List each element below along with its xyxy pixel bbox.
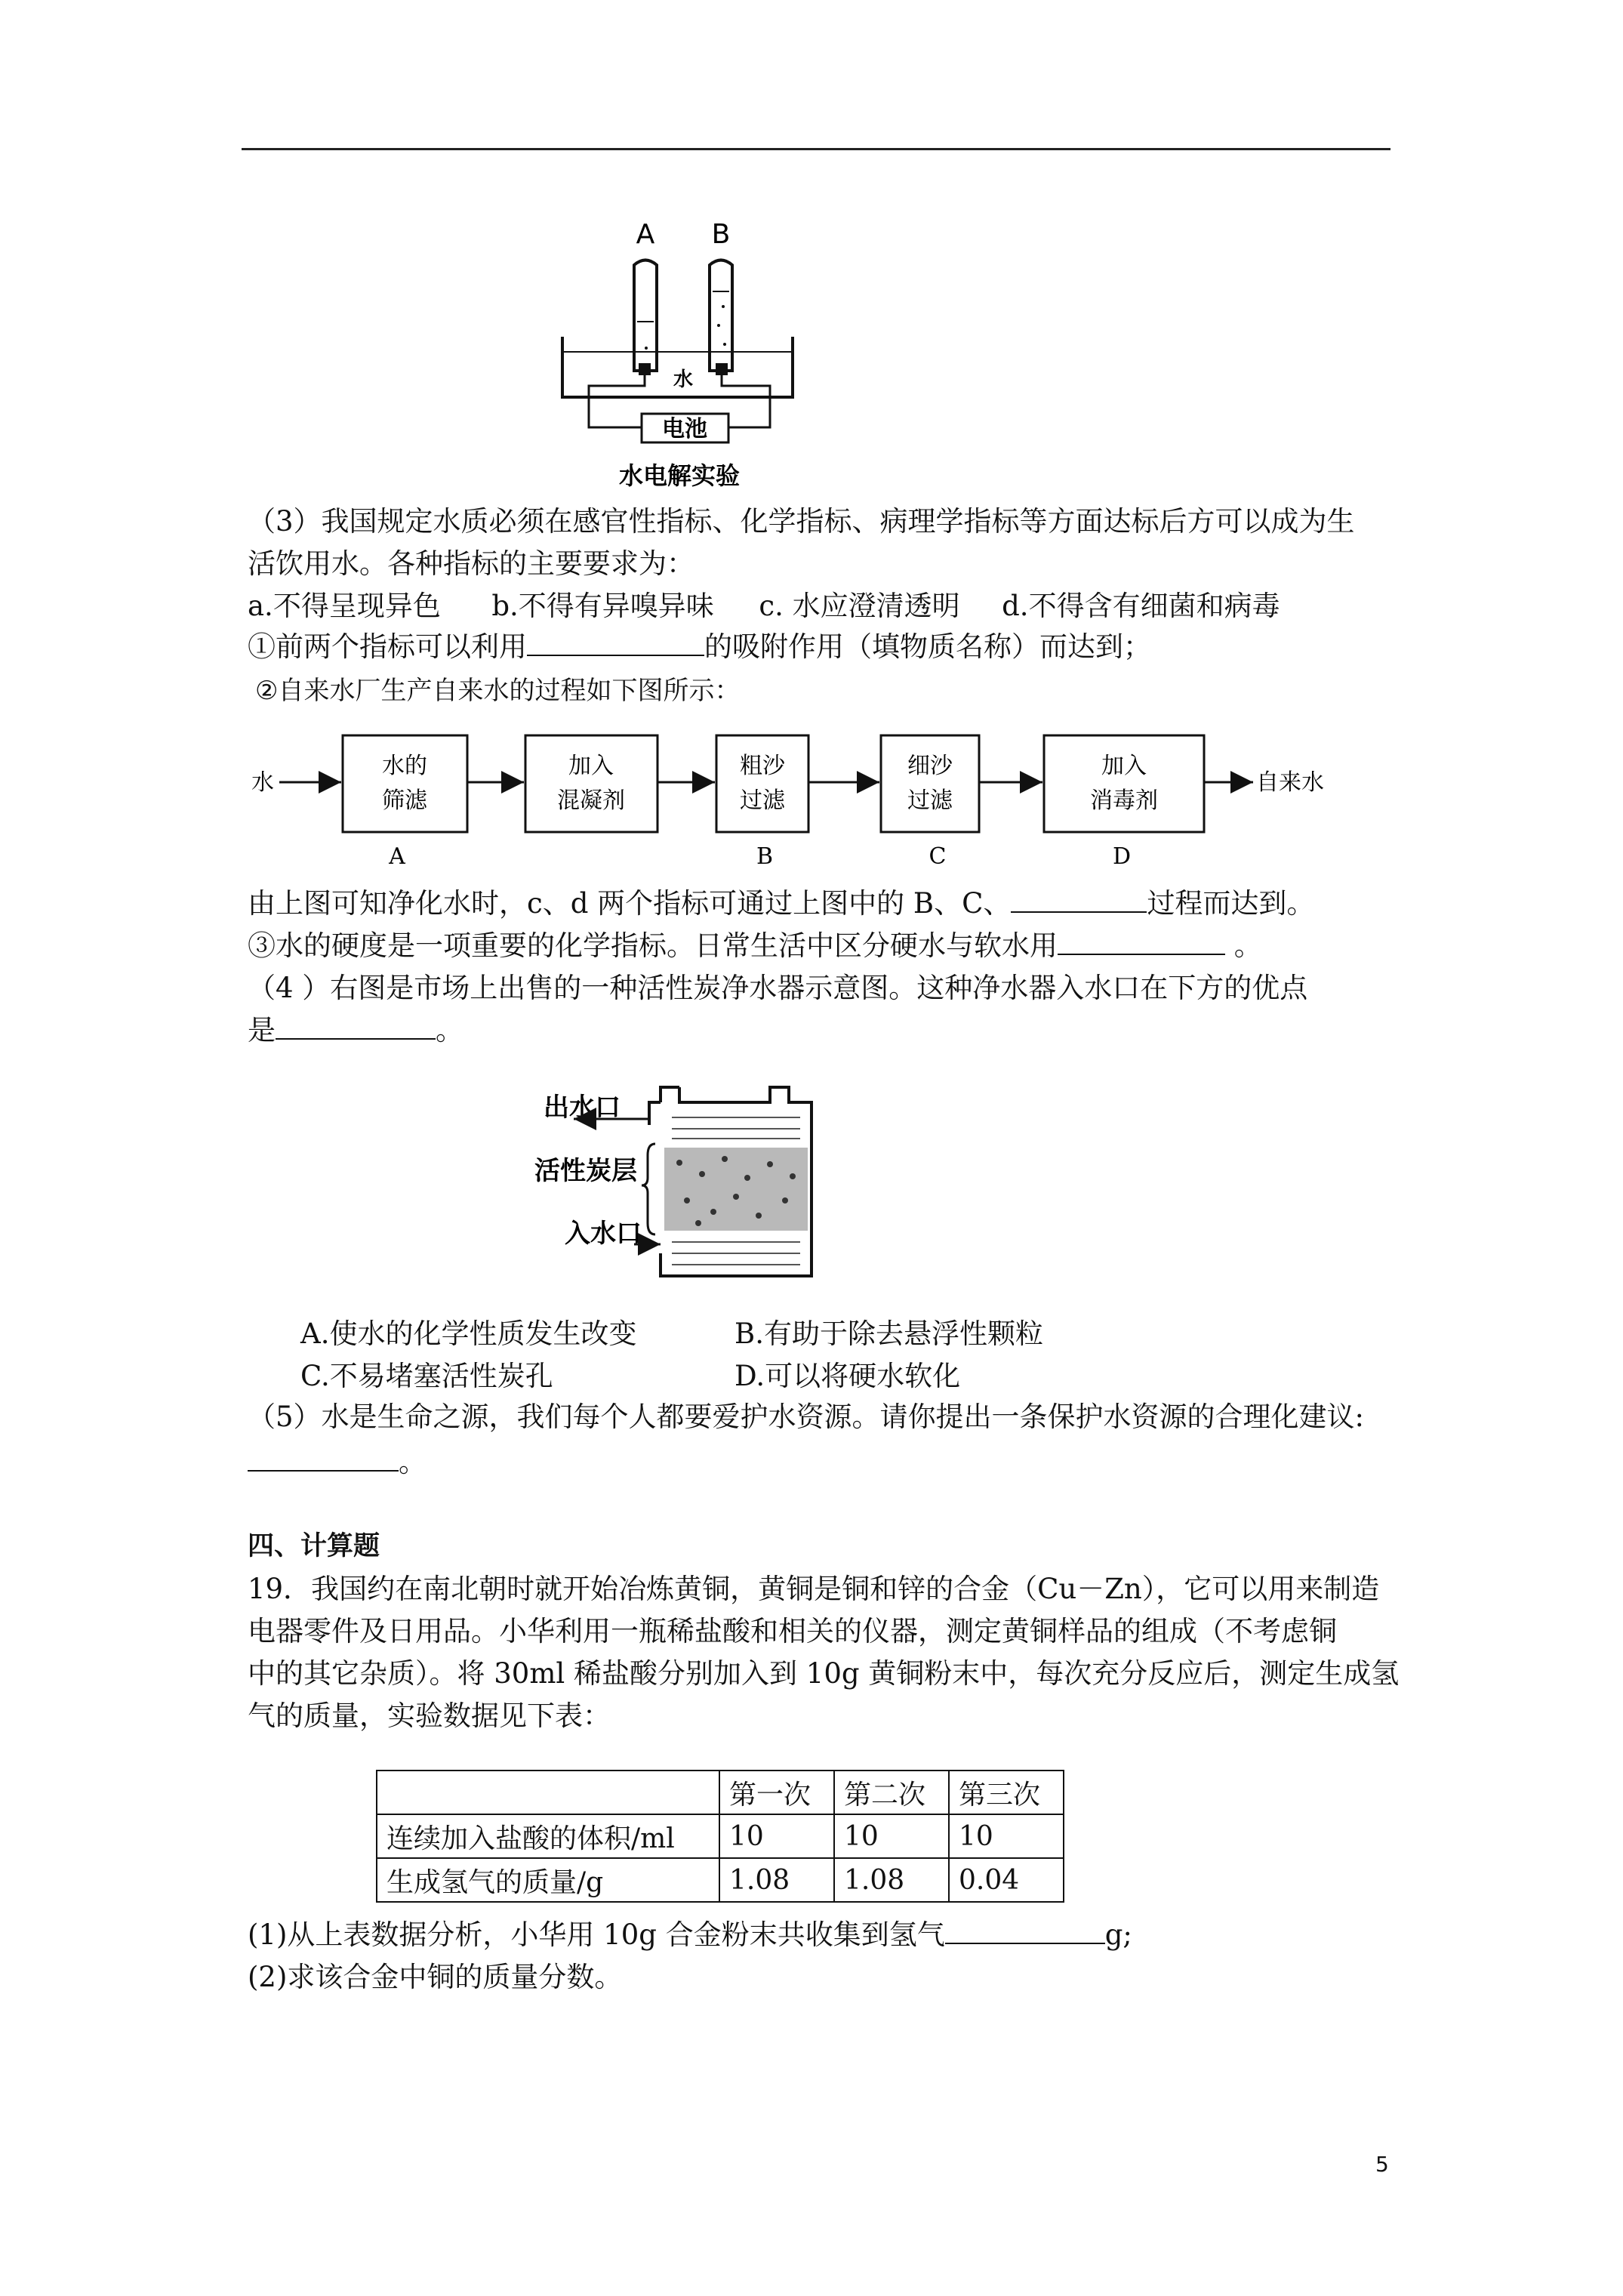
flow-box-a-line2: 筛滤 bbox=[382, 787, 427, 814]
page-number: 5 bbox=[1375, 2152, 1389, 2177]
electrolysis-figure bbox=[544, 216, 815, 495]
q3-sub3 bbox=[248, 927, 1262, 965]
flow-box-b bbox=[716, 735, 808, 832]
tube-b-label: B bbox=[711, 219, 731, 250]
electrolysis-caption: 水电解实验 bbox=[618, 461, 741, 490]
q19-sub1 bbox=[248, 1916, 1132, 1954]
flow-box-c-line2: 过滤 bbox=[907, 787, 953, 814]
q19-sub2: (2)求该合金中铜的质量分数。 bbox=[248, 1961, 623, 1993]
table-header-row bbox=[377, 1771, 1064, 1814]
flow-box-c-letter: C bbox=[929, 843, 947, 870]
inlet-label: 入水口 bbox=[565, 1219, 642, 1249]
flow-input-label: 水 bbox=[251, 769, 274, 796]
q3-sub3-post: 。 bbox=[1225, 929, 1262, 962]
q4-option-c[interactable]: C.不易堵塞活性炭孔 bbox=[300, 1360, 553, 1392]
carbon-filter-figure bbox=[528, 1080, 830, 1284]
table-row bbox=[377, 1814, 1064, 1858]
req-b: b.不得有异嗅异味 bbox=[491, 590, 714, 622]
q5-line1: （5）水是生命之源，我们每个人都要爱护水资源。请你提出一条保护水资源的合理化建议: bbox=[248, 1401, 1365, 1433]
section4-heading: 四、计算题 bbox=[248, 1531, 380, 1561]
q5-line2-post: 。 bbox=[399, 1446, 427, 1478]
q19-sub1-pre: (1)从上表数据分析，小华用 10g 合金粉末共收集到氢气 bbox=[248, 1918, 945, 1951]
flow-box-coagulant bbox=[525, 735, 658, 832]
header-rule bbox=[242, 148, 1390, 150]
req-a: a.不得呈现异色 bbox=[248, 590, 441, 622]
water-label: 水 bbox=[673, 368, 694, 391]
table-cell: 1.08 bbox=[834, 1858, 949, 1902]
answer-blank-advantage[interactable] bbox=[276, 1012, 436, 1040]
experiment-data-table bbox=[376, 1770, 1064, 1903]
flow-box-a bbox=[343, 735, 467, 832]
q3-flow-conclusion-post: 过程而达到。 bbox=[1147, 887, 1315, 920]
q3-line2: 活饮用水。各种指标的主要要求为： bbox=[248, 547, 694, 580]
q3-flow-conclusion bbox=[248, 885, 1314, 923]
table-cell: 连续加入盐酸的体积/ml bbox=[377, 1814, 719, 1858]
q19-line1: 19．我国约在南北朝时就开始冶炼黄铜，黄铜是铜和锌的合金（Cu－Zn），它可以用来制造 bbox=[248, 1573, 1380, 1605]
flow-box-d-letter: D bbox=[1112, 843, 1132, 870]
q4-line2-pre: 是 bbox=[248, 1014, 276, 1046]
table-cell: 10 bbox=[719, 1814, 834, 1858]
table-cell: 0.04 bbox=[949, 1858, 1064, 1902]
q3-sub1-post: 的吸附作用（填物质名称）而达到； bbox=[704, 630, 1151, 663]
q4-option-d[interactable]: D.可以将硬水软化 bbox=[735, 1360, 961, 1392]
q19-line3: 中的其它杂质）。将 30ml 稀盐酸分别加入到 10g 黄铜粉末中，每次充分反应后，测定生成氢 bbox=[248, 1657, 1400, 1690]
q3-requirements bbox=[248, 587, 1280, 625]
flow-box-a-line1: 水的 bbox=[382, 753, 427, 779]
q4-options-row2 bbox=[300, 1358, 960, 1395]
tube-a-label: A bbox=[636, 219, 655, 250]
q3-sub2: ②自来水厂生产自来水的过程如下图所示： bbox=[255, 676, 741, 706]
flow-box-b-letter: B bbox=[756, 843, 774, 870]
flow-box-coagulant-line2: 混凝剂 bbox=[557, 787, 625, 814]
q3-line1: （3）我国规定水质必须在感官性指标、化学指标、病理学指标等方面达标后方可以成为生 bbox=[248, 505, 1355, 538]
battery-label: 电池 bbox=[662, 416, 707, 442]
q4-options-row1 bbox=[300, 1315, 1043, 1353]
q3-flow-conclusion-pre: 由上图可知净化水时，c、d 两个指标可通过上图中的 B、C、 bbox=[248, 887, 1012, 920]
req-d: d.不得含有细菌和病毒 bbox=[1002, 590, 1280, 622]
table-header-cell: 第一次 bbox=[719, 1771, 834, 1814]
q3-sub1 bbox=[248, 628, 1151, 666]
answer-blank-adsorbent[interactable] bbox=[527, 629, 704, 656]
q4-line2-post: 。 bbox=[436, 1014, 463, 1046]
flow-box-c bbox=[881, 735, 979, 832]
table-header-cell: 第三次 bbox=[949, 1771, 1064, 1814]
q4-option-b[interactable]: B.有助于除去悬浮性颗粒 bbox=[735, 1318, 1043, 1350]
answer-blank-hydrogen-mass[interactable] bbox=[945, 1917, 1105, 1944]
carbon-layer-label: 活性炭层 bbox=[534, 1156, 637, 1186]
answer-blank-suggestion[interactable] bbox=[248, 1444, 399, 1472]
answer-blank-process[interactable] bbox=[1011, 886, 1147, 913]
outlet-label: 出水口 bbox=[544, 1093, 621, 1123]
flow-box-d bbox=[1044, 735, 1204, 832]
q3-sub1-pre: ①前两个指标可以利用 bbox=[248, 630, 527, 663]
flow-box-coagulant-line1: 加入 bbox=[568, 753, 614, 779]
table-header-cell bbox=[377, 1771, 719, 1814]
q19-line4: 气的质量，实验数据见下表： bbox=[248, 1700, 611, 1732]
flow-box-a-letter: A bbox=[389, 843, 405, 870]
water-treatment-flow-diagram bbox=[249, 719, 1381, 877]
answer-blank-hard-soft-water[interactable] bbox=[1058, 928, 1225, 955]
q4-option-a[interactable]: A.使水的化学性质发生改变 bbox=[300, 1318, 637, 1350]
req-c: c. 水应澄清透明 bbox=[759, 590, 960, 622]
q19-line2: 电器零件及日用品。小华利用一瓶稀盐酸和相关的仪器，测定黄铜样品的组成（不考虑铜 bbox=[248, 1615, 1337, 1647]
q19-sub1-post: g; bbox=[1104, 1918, 1132, 1951]
q5-line2 bbox=[248, 1444, 427, 1481]
q4-line1: （4 ）右图是市场上出售的一种活性炭净水器示意图。这种净水器入水口在下方的优点 bbox=[248, 972, 1308, 1004]
flow-box-d-line2: 消毒剂 bbox=[1090, 787, 1158, 814]
flow-box-b-line2: 过滤 bbox=[740, 787, 785, 814]
table-row bbox=[377, 1858, 1064, 1902]
flow-box-b-line1: 粗沙 bbox=[740, 753, 785, 779]
flow-box-c-line1: 细沙 bbox=[907, 753, 953, 779]
flow-box-d-line1: 加入 bbox=[1101, 753, 1147, 779]
table-cell: 10 bbox=[834, 1814, 949, 1858]
table-cell: 1.08 bbox=[719, 1858, 834, 1902]
table-cell: 10 bbox=[949, 1814, 1064, 1858]
flow-output-label: 自来水 bbox=[1256, 769, 1324, 796]
table-cell: 生成氢气的质量/g bbox=[377, 1858, 719, 1902]
table-header-cell: 第二次 bbox=[834, 1771, 949, 1814]
q4-line2 bbox=[248, 1012, 463, 1049]
q3-sub3-pre: ③水的硬度是一项重要的化学指标。日常生活中区分硬水与软水用 bbox=[248, 929, 1058, 962]
